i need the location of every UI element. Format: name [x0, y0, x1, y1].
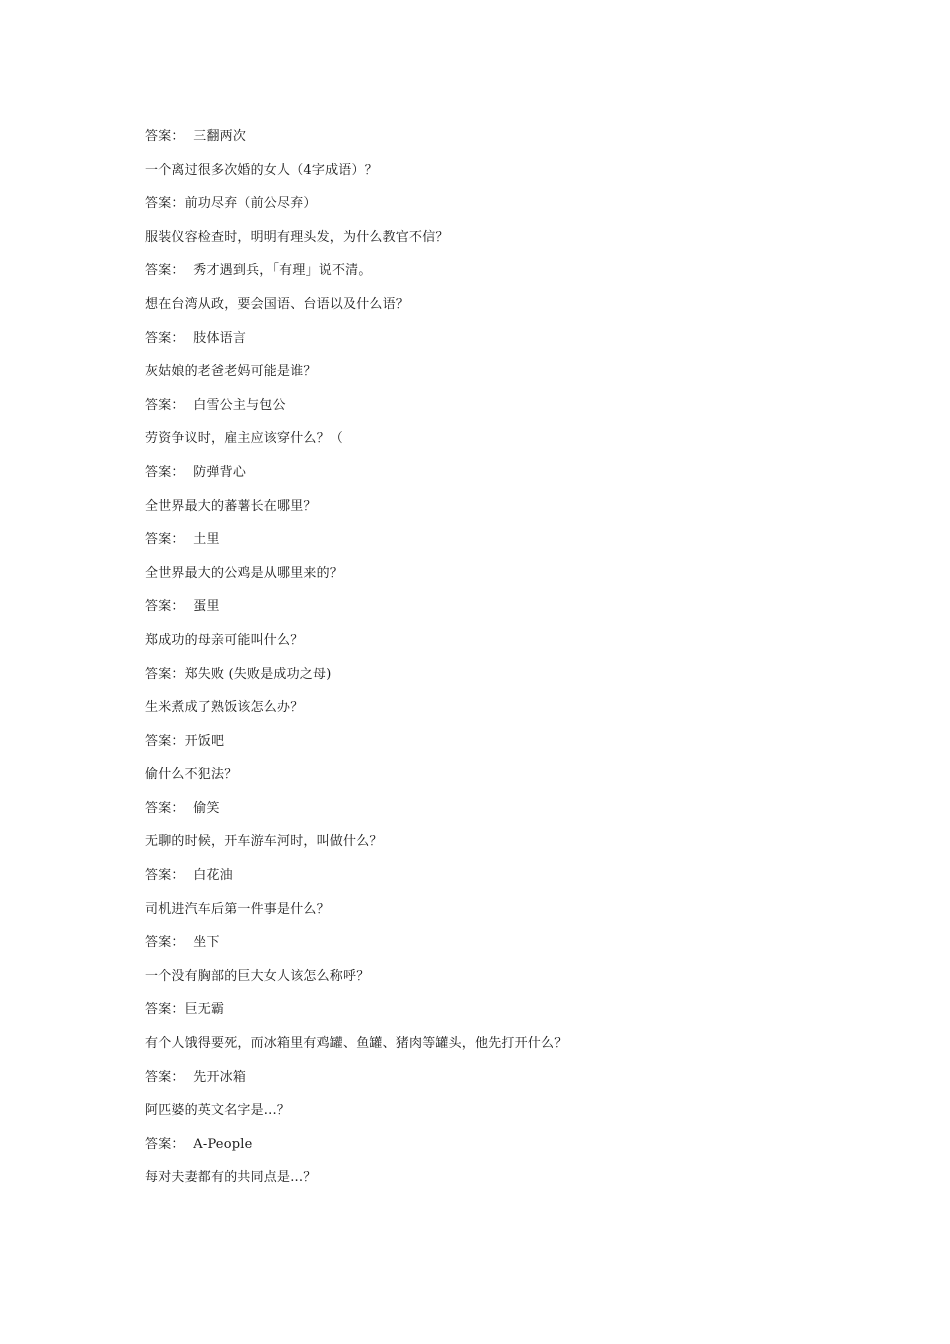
- question-line: 全世界最大的蕃薯长在哪里？: [145, 498, 317, 514]
- answer-line: 答案： A-People: [145, 1136, 253, 1152]
- question-line: 每对夫妻都有的共同点是...？: [145, 1170, 317, 1186]
- question-line: 劳资争议时，雇主应该穿什么？（: [145, 431, 344, 447]
- question-line: 郑成功的母亲可能叫什么？: [145, 632, 304, 648]
- answer-line: 答案：巨无霸: [145, 1002, 225, 1018]
- answer-line: 答案： 土里: [145, 532, 220, 548]
- answer-line: 答案： 白雪公主与包公: [145, 397, 286, 413]
- question-line: 阿匹婆的英文名字是...？: [145, 1103, 290, 1119]
- answer-line: 答案： 防弹背心: [145, 464, 247, 480]
- answer-line: 答案： 偷笑: [145, 800, 220, 816]
- question-line: 生米煮成了熟饭该怎么办？: [145, 700, 304, 716]
- answer-line: 答案： 坐下: [145, 935, 220, 951]
- question-line: 偷什么不犯法？: [145, 767, 238, 783]
- question-line: 有个人饿得要死，而冰箱里有鸡罐、鱼罐、猪肉等罐头，他先打开什么？: [145, 1036, 568, 1052]
- answer-line: 答案： 三翻两次: [145, 129, 247, 144]
- document-body: [145, 127, 845, 1202]
- answer-line: 答案： 白花油: [145, 868, 233, 884]
- question-line: 一个离过很多次婚的女人（4字成语）？: [145, 162, 378, 178]
- answer-line: 答案： 秀才遇到兵，「有理」说不清。: [145, 263, 372, 279]
- answer-line: 答案： 蛋里: [145, 599, 220, 615]
- answer-line: 答案： 肢体语言: [145, 330, 247, 346]
- question-line: 一个没有胸部的巨大女人该怎么称呼？: [145, 968, 370, 984]
- question-line: 服装仪容检查时，明明有理头发，为什么教官不信？: [145, 229, 449, 245]
- answer-line: 答案：郑失败 (失败是成功之母): [145, 666, 332, 682]
- question-line: 无聊的时候，开车游车河时，叫做什么？: [145, 834, 383, 850]
- question-line: 灰姑娘的老爸老妈可能是谁？: [145, 364, 317, 380]
- answer-line: 答案：前功尽弃（前公尽弃）: [145, 196, 317, 212]
- answer-line: 答案： 先开冰箱: [145, 1069, 247, 1085]
- question-line: 全世界最大的公鸡是从哪里来的？: [145, 565, 344, 581]
- question-line: 司机进汽车后第一件事是什么？: [145, 901, 330, 917]
- answer-line: 答案：开饭吧: [145, 733, 225, 749]
- question-line: 想在台湾从政，要会国语、台语以及什么语？: [145, 296, 410, 312]
